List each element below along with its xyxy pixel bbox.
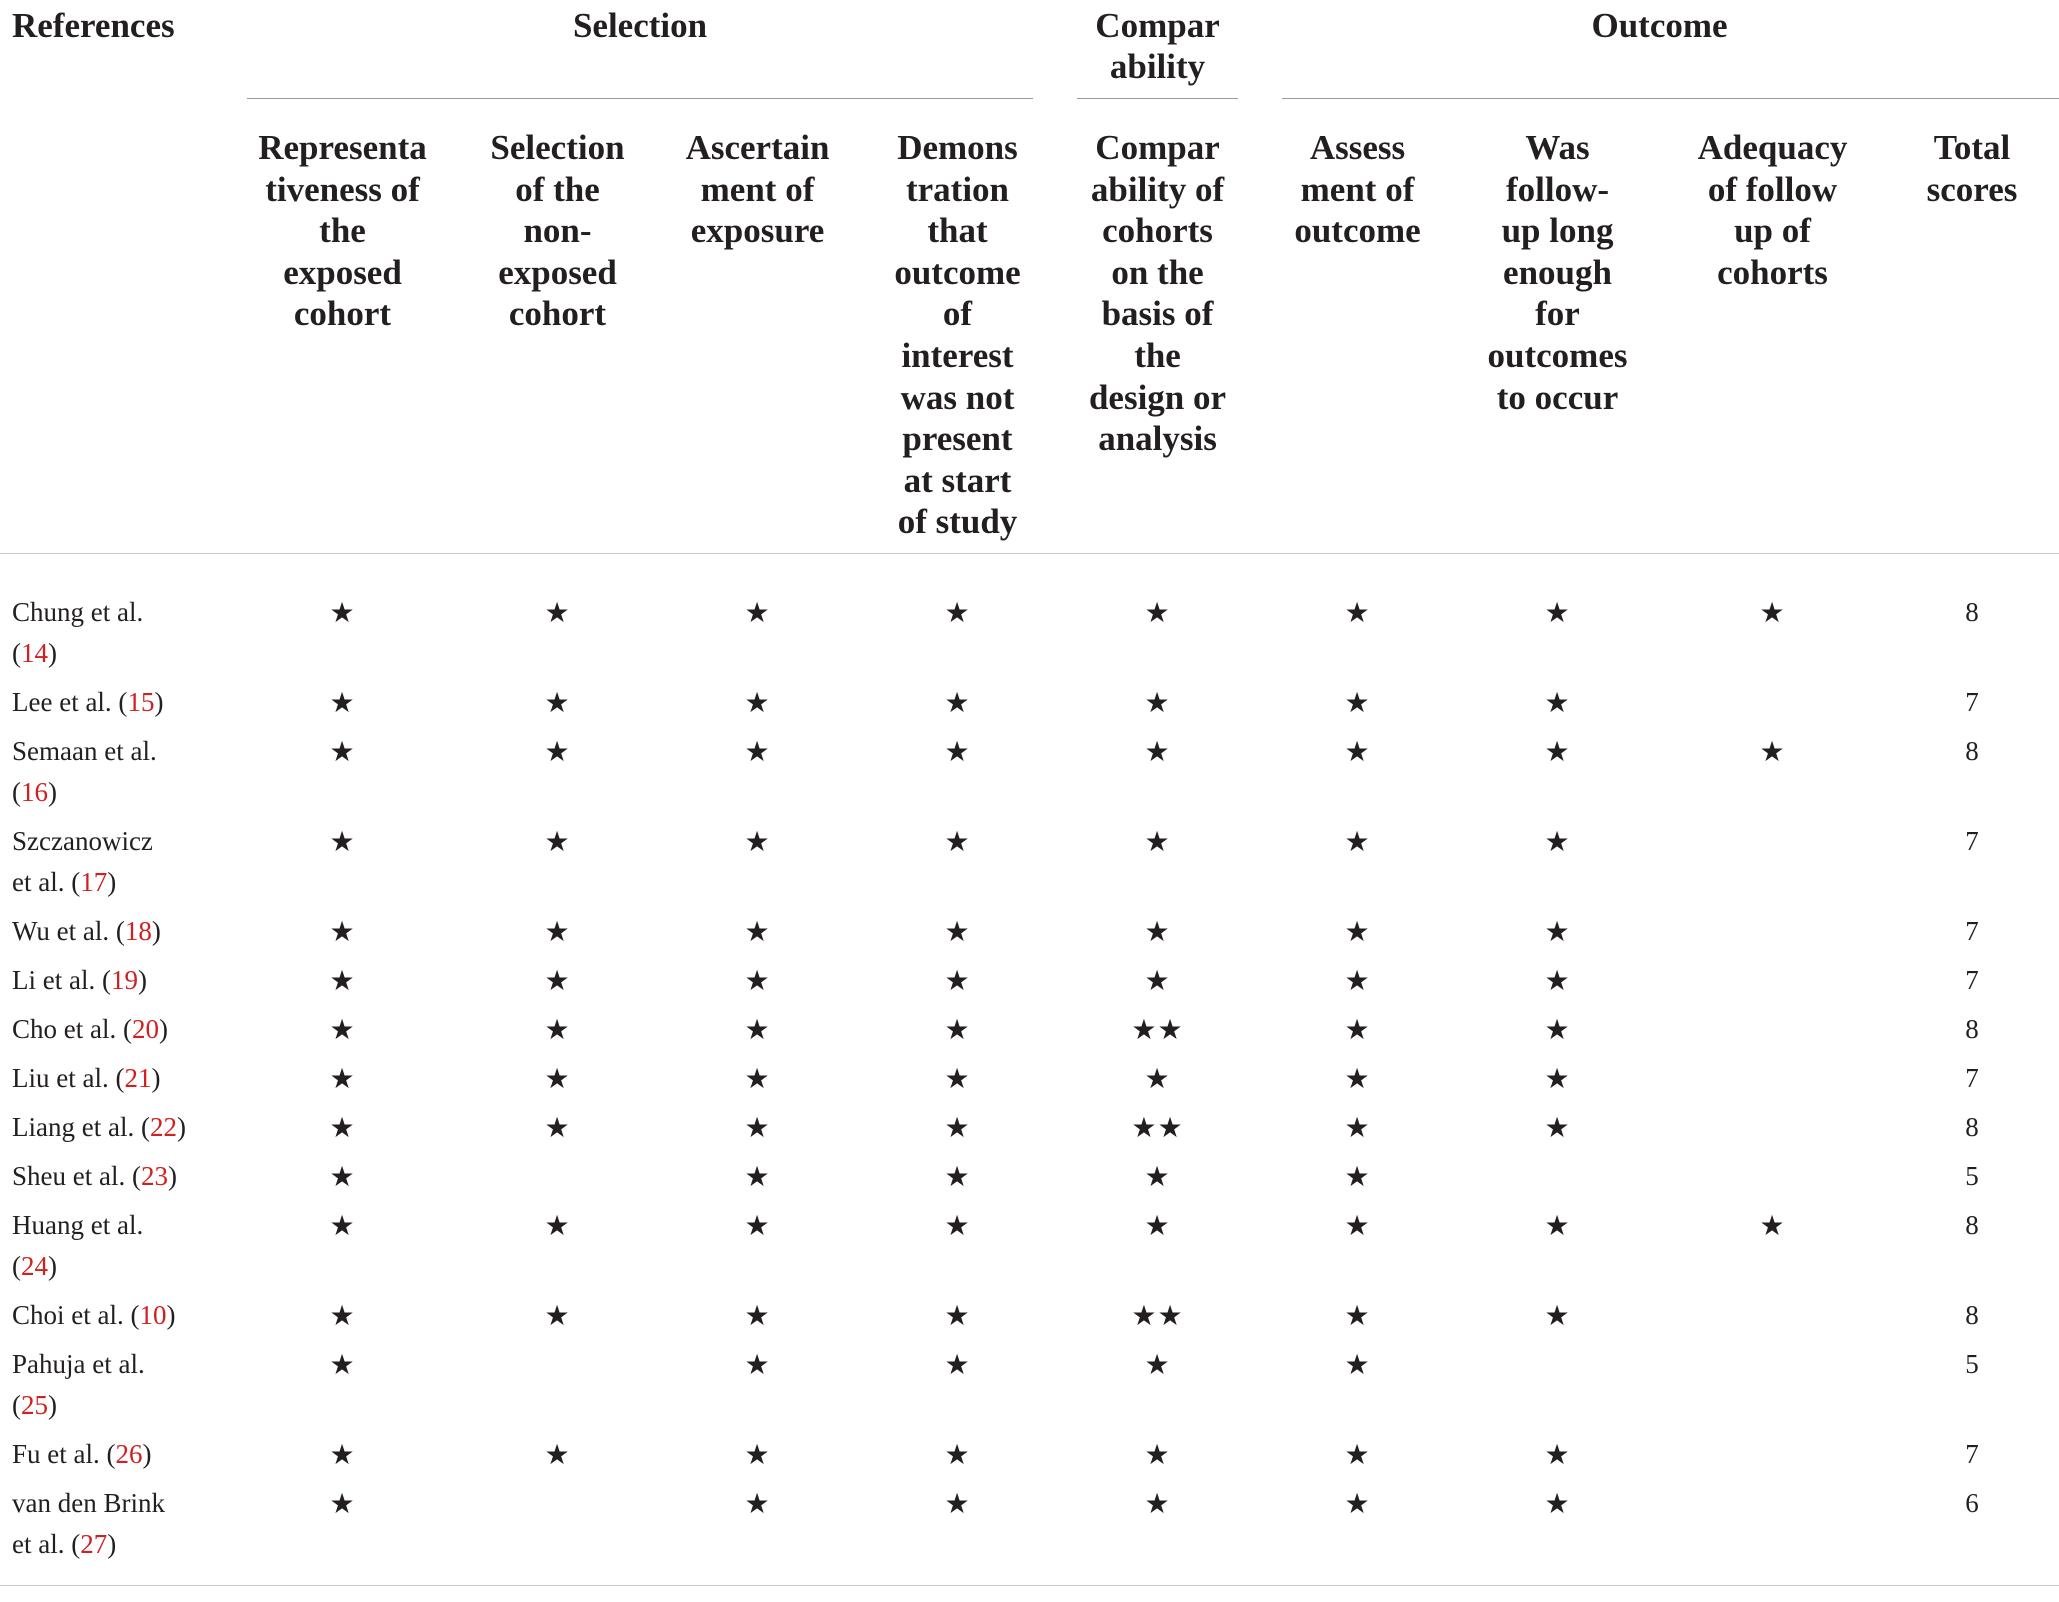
star-rating-cell: ★ (1544, 734, 1571, 768)
table-row (0, 1156, 2059, 1205)
star-rating-cell: ★ (329, 734, 356, 768)
star-rating-cell: ★ (544, 1208, 571, 1242)
reference-cell: Wu et al. (18) (12, 915, 161, 946)
star-rating-cell: ★ (744, 824, 771, 858)
total-score-cell: 8 (1965, 735, 1979, 766)
citation-link[interactable]: 15 (127, 686, 155, 717)
total-score-cell: 7 (1965, 915, 1979, 946)
star-rating-cell: ★ (1144, 1208, 1171, 1242)
star-rating-cell: ★ (944, 1298, 971, 1332)
star-rating-cell: ★ (1544, 595, 1571, 629)
followup-length-header: Was follow- up long enough for outcomes to occur (1455, 101, 1660, 553)
table-row (0, 1107, 2059, 1156)
star-rating-cell: ★ (1344, 734, 1371, 768)
star-rating-cell: ★ (329, 1061, 356, 1095)
citation-link[interactable]: 27 (80, 1528, 108, 1559)
selection-nonexposed-header: Selection of the non- exposed cohort (460, 101, 655, 553)
star-rating-cell: ★ (1144, 914, 1171, 948)
reference-cell: Choi et al. (10) (12, 1299, 176, 1330)
table-row (0, 1483, 2059, 1586)
star-rating-cell (460, 1156, 655, 1205)
star-rating-cell (1455, 1156, 1660, 1205)
group-header-row (0, 0, 2059, 101)
star-rating-cell: ★ (944, 1110, 971, 1144)
citation-link[interactable]: 21 (124, 1062, 152, 1093)
star-rating-cell: ★ (1144, 595, 1171, 629)
star-rating-cell: ★ (1544, 1208, 1571, 1242)
selection-group-header (225, 0, 1055, 101)
references-subheader-blank (0, 101, 225, 553)
citation-link[interactable]: 22 (149, 1111, 177, 1142)
star-rating-cell: ★ (1344, 1012, 1371, 1046)
reference-cell: Fu et al. (26) (12, 1438, 152, 1469)
total-score-cell: 7 (1965, 1438, 1979, 1469)
star-rating-cell: ★ (1144, 963, 1171, 997)
star-rating-cell: ★ (544, 1110, 571, 1144)
star-rating-cell: ★ (329, 1012, 356, 1046)
table-row (0, 731, 2059, 821)
references-header: References (12, 6, 175, 45)
star-rating-cell: ★ (329, 595, 356, 629)
comparability-underline (1077, 98, 1238, 99)
outcome-group-header (1260, 0, 2059, 101)
star-rating-cell (1660, 1344, 1885, 1434)
table-row (0, 1434, 2059, 1483)
citation-link[interactable]: 23 (140, 1160, 168, 1191)
column-header-row (0, 101, 2059, 553)
reference-cell: Liu et al. (21) (12, 1062, 161, 1093)
star-rating-cell: ★ (544, 1298, 571, 1332)
star-rating-cell: ★ (1344, 1061, 1371, 1095)
star-rating-cell: ★ (944, 1437, 971, 1471)
star-rating-cell: ★★ (1131, 1298, 1184, 1332)
star-rating-cell: ★ (1344, 1208, 1371, 1242)
star-rating-cell: ★ (655, 1483, 860, 1586)
star-rating-cell: ★ (944, 685, 971, 719)
reference-cell: van den Brink et al. (27) (0, 1483, 225, 1586)
star-rating-cell: ★ (1544, 824, 1571, 858)
star-rating-cell (1660, 911, 1885, 960)
star-rating-cell: ★ (544, 1437, 571, 1471)
star-rating-cell (1660, 1434, 1885, 1483)
star-rating-cell: ★ (329, 1110, 356, 1144)
citation-link[interactable]: 25 (21, 1389, 48, 1420)
citation-link[interactable]: 14 (21, 637, 48, 668)
total-score-cell: 7 (1965, 964, 1979, 995)
star-rating-cell (1660, 1483, 1885, 1586)
star-rating-cell: ★ (1344, 1437, 1371, 1471)
star-rating-cell (460, 1344, 655, 1434)
star-rating-cell: ★★ (1131, 1110, 1184, 1144)
total-score-cell: 5 (1965, 1348, 1979, 1379)
star-rating-cell: ★ (1144, 734, 1171, 768)
star-rating-cell: ★ (744, 595, 771, 629)
star-rating-cell: ★ (329, 824, 356, 858)
star-rating-cell: ★ (1544, 685, 1571, 719)
star-rating-cell: ★ (944, 1347, 971, 1381)
citation-link[interactable]: 19 (110, 964, 138, 995)
representativeness-header: Representa tiveness of the exposed cohort (225, 101, 460, 553)
star-rating-cell: ★ (544, 824, 571, 858)
citation-link[interactable]: 26 (115, 1438, 143, 1469)
reference-cell: Li et al. (19) (12, 964, 147, 995)
star-rating-cell: ★ (329, 1298, 356, 1332)
star-rating-cell: ★ (944, 963, 971, 997)
star-rating-cell: ★ (1544, 1012, 1571, 1046)
comparability-group-header (1055, 0, 1260, 101)
star-rating-cell: ★ (544, 595, 571, 629)
star-rating-cell (1660, 1156, 1885, 1205)
star-rating-cell: ★ (544, 1061, 571, 1095)
reference-cell: Chung et al. (14) (12, 596, 144, 668)
star-rating-cell: ★ (329, 1347, 356, 1381)
star-rating-cell: ★ (1344, 1110, 1371, 1144)
star-rating-cell: ★ (329, 914, 356, 948)
star-rating-cell: ★ (329, 963, 356, 997)
star-rating-cell: ★ (1544, 1298, 1571, 1332)
star-rating-cell: ★ (1544, 1437, 1571, 1471)
table-body (0, 553, 2059, 1585)
star-rating-cell: ★ (944, 595, 971, 629)
reference-cell: Pahuja et al. (25) (12, 1348, 145, 1420)
star-rating-cell: ★ (944, 1061, 971, 1095)
table-row (0, 682, 2059, 731)
selection-underline (247, 98, 1033, 99)
reference-cell: Liang et al. (22) (12, 1111, 186, 1142)
reference-cell: Huang et al. (24) (12, 1209, 144, 1281)
table-row (0, 1058, 2059, 1107)
star-rating-cell: ★ (744, 1012, 771, 1046)
star-rating-cell: ★ (1144, 1159, 1171, 1193)
table-row (0, 960, 2059, 1009)
star-rating-cell: ★ (1144, 1437, 1171, 1471)
total-score-cell: 8 (1965, 1111, 1979, 1142)
table-row (0, 911, 2059, 960)
star-rating-cell: ★ (944, 1159, 971, 1193)
star-rating-cell: ★ (1344, 595, 1371, 629)
star-rating-cell: ★ (944, 734, 971, 768)
star-rating-cell: ★ (1344, 824, 1371, 858)
ascertainment-header: Ascertain ment of exposure (655, 101, 860, 553)
reference-cell: Semaan et al. (16) (12, 735, 157, 807)
outcome-underline (1282, 98, 2059, 99)
star-rating-cell: ★ (944, 914, 971, 948)
total-score-cell: 7 (1965, 825, 1979, 856)
citation-link[interactable]: 18 (124, 915, 152, 946)
star-rating-cell: ★ (544, 734, 571, 768)
star-rating-cell: ★ (544, 914, 571, 948)
reference-cell: Sheu et al. (23) (12, 1160, 177, 1191)
star-rating-cell (1660, 960, 1885, 1009)
star-rating-cell: ★ (744, 963, 771, 997)
total-score-cell: 6 (1885, 1483, 2059, 1586)
star-rating-cell: ★ (1055, 1483, 1260, 1586)
star-rating-cell: ★ (329, 1159, 356, 1193)
selection-label: Selection (572, 6, 708, 45)
star-rating-cell: ★ (1260, 1483, 1455, 1586)
citation-link[interactable]: 16 (21, 776, 48, 807)
star-rating-cell: ★ (744, 1110, 771, 1144)
star-rating-cell: ★ (744, 1159, 771, 1193)
star-rating-cell: ★ (1544, 963, 1571, 997)
reference-cell: Cho et al. (20) (12, 1013, 168, 1044)
star-rating-cell (1660, 1009, 1885, 1058)
star-rating-cell: ★ (1759, 1208, 1786, 1242)
table-row (0, 1009, 2059, 1058)
star-rating-cell: ★ (544, 963, 571, 997)
table-row (0, 553, 2059, 682)
star-rating-cell (1660, 1107, 1885, 1156)
total-scores-header: Total scores (1885, 101, 2059, 553)
star-rating-cell (1660, 1295, 1885, 1344)
star-rating-cell (1660, 1058, 1885, 1107)
star-rating-cell: ★ (944, 1208, 971, 1242)
star-rating-cell: ★ (1455, 1483, 1660, 1586)
star-rating-cell: ★ (1144, 1347, 1171, 1381)
star-rating-cell: ★ (744, 914, 771, 948)
star-rating-cell (1660, 682, 1885, 731)
followup-adequacy-header: Adequacy of follow up of cohorts (1660, 101, 1885, 553)
table-row (0, 821, 2059, 911)
assessment-header: Assess ment of outcome (1260, 101, 1455, 553)
star-rating-cell: ★ (329, 1437, 356, 1471)
star-rating-cell: ★ (744, 1061, 771, 1095)
star-rating-cell: ★ (1144, 824, 1171, 858)
star-rating-cell: ★ (544, 685, 571, 719)
citation-link[interactable]: 20 (131, 1013, 159, 1044)
star-rating-cell: ★ (1344, 914, 1371, 948)
star-rating-cell: ★ (1344, 1298, 1371, 1332)
comparability-label: Compar ability (1095, 6, 1220, 86)
star-rating-cell: ★ (744, 685, 771, 719)
star-rating-cell: ★ (1544, 1110, 1571, 1144)
star-rating-cell: ★ (1759, 734, 1786, 768)
star-rating-cell: ★ (1144, 685, 1171, 719)
star-rating-cell: ★ (944, 1012, 971, 1046)
citation-link[interactable]: 10 (139, 1299, 167, 1330)
total-score-cell: 5 (1965, 1160, 1979, 1191)
star-rating-cell (1455, 1344, 1660, 1434)
star-rating-cell: ★ (1344, 963, 1371, 997)
star-rating-cell: ★ (744, 734, 771, 768)
star-rating-cell: ★ (744, 1347, 771, 1381)
total-score-cell: 7 (1965, 1062, 1979, 1093)
total-score-cell: 7 (1965, 686, 1979, 717)
star-rating-cell: ★ (744, 1208, 771, 1242)
star-rating-cell: ★ (1344, 685, 1371, 719)
table-row (0, 1205, 2059, 1295)
citation-link[interactable]: 24 (21, 1250, 48, 1281)
star-rating-cell: ★ (1544, 1061, 1571, 1095)
star-rating-cell: ★ (1344, 1347, 1371, 1381)
total-score-cell: 8 (1965, 1299, 1979, 1330)
star-rating-cell: ★ (944, 824, 971, 858)
star-rating-cell: ★ (1144, 1061, 1171, 1095)
star-rating-cell: ★ (544, 1012, 571, 1046)
table-row (0, 1295, 2059, 1344)
star-rating-cell: ★ (329, 1208, 356, 1242)
star-rating-cell: ★ (860, 1483, 1055, 1586)
star-rating-cell (460, 1483, 655, 1586)
star-rating-cell: ★ (329, 685, 356, 719)
total-score-cell: 8 (1965, 1013, 1979, 1044)
reference-cell: Lee et al. (15) (12, 686, 164, 717)
reference-cell: Szczanowicz et al. (17) (12, 825, 153, 897)
total-score-cell: 8 (1965, 596, 1979, 627)
outcome-label: Outcome (1591, 6, 1728, 45)
star-rating-cell: ★ (744, 1437, 771, 1471)
star-rating-cell: ★ (1344, 1159, 1371, 1193)
citation-link[interactable]: 17 (80, 866, 108, 897)
star-rating-cell: ★ (225, 1483, 460, 1586)
comparability-header: Compar ability of cohorts on the basis of the design or analysis (1055, 101, 1260, 553)
star-rating-cell: ★★ (1131, 1012, 1184, 1046)
star-rating-cell: ★ (1759, 595, 1786, 629)
star-rating-cell (1660, 821, 1885, 911)
star-rating-cell: ★ (744, 1298, 771, 1332)
demonstration-header: Demons tration that outcome of interest was not present at start of study (860, 101, 1055, 553)
table-row (0, 1344, 2059, 1434)
total-score-cell: 8 (1965, 1209, 1979, 1240)
star-rating-cell: ★ (1544, 914, 1571, 948)
